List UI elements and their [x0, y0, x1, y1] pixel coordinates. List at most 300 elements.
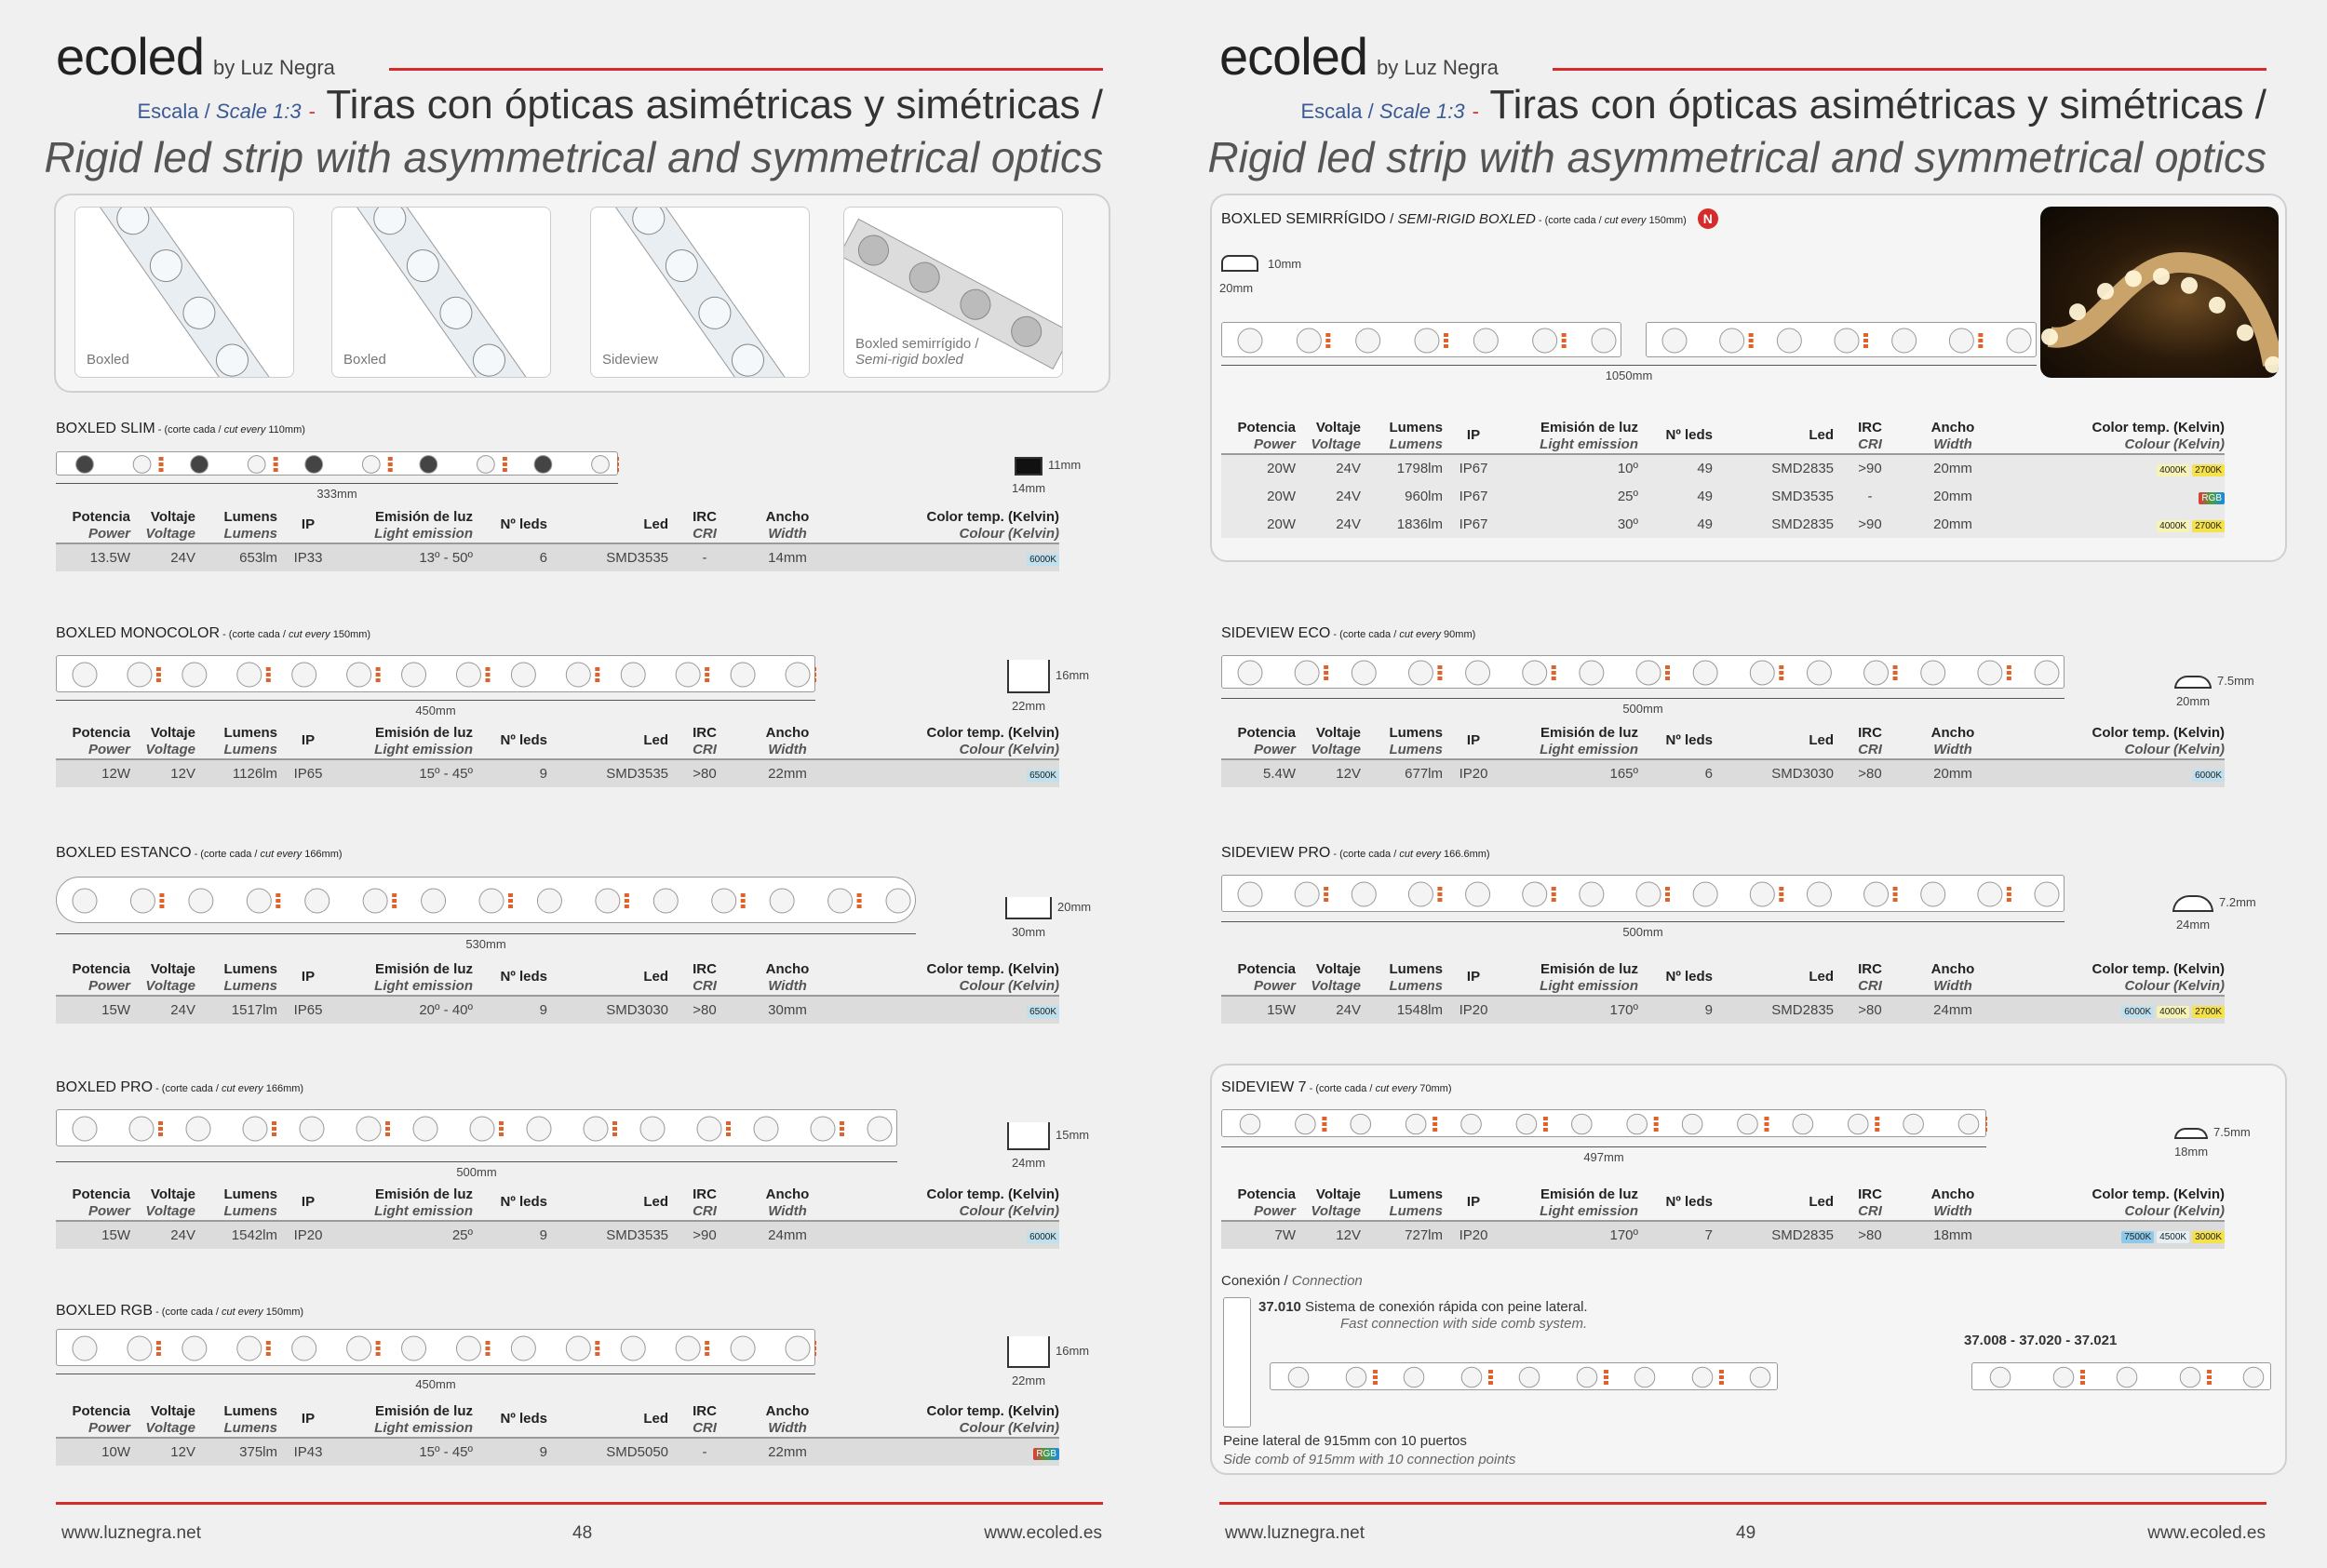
color-chip: 4000K	[2157, 520, 2189, 532]
column-header: IRC CRI	[1858, 420, 1882, 452]
column-header: IP	[301, 1410, 316, 1427]
profile-width-label: 30mm	[1011, 925, 1046, 939]
spec-table-header	[56, 506, 1059, 543]
column-header: IRC CRI	[693, 961, 717, 994]
table-cell: 49	[1638, 510, 1713, 538]
table-cell: >90	[1834, 510, 1906, 538]
table-cell: SMD3535	[547, 543, 668, 571]
length-dimension-line	[1221, 365, 2037, 366]
table-cell: >80	[1834, 759, 1906, 787]
table-cell: >90	[668, 1221, 741, 1249]
led-strip-drawing	[1646, 322, 2037, 357]
column-header: Nº leds	[500, 1193, 547, 1210]
column-header: Nº leds	[1665, 1193, 1713, 1210]
column-header: Led	[1809, 731, 1834, 748]
column-header: Nº leds	[500, 516, 547, 532]
spec-table	[1221, 958, 2225, 1024]
color-chip: 2700K	[2192, 464, 2225, 476]
table-cell: 677lm	[1361, 759, 1443, 787]
footer-url-right[interactable]: www.ecoled.es	[2147, 1523, 2266, 1543]
spec-table-row	[56, 996, 1059, 1024]
page-title-es: Escala / Scale 1:3 - Tiras con ópticas asimétricas y simétricas /	[137, 82, 1103, 127]
page-title-en: Rigid led strip with asymmetrical and symmetrical optics	[1207, 133, 2266, 181]
column-header: Lumens Lumens	[223, 1403, 277, 1436]
thumbnail-caption: Boxled	[87, 352, 129, 368]
length-dimension-line	[1221, 698, 2065, 699]
column-header: IP	[1466, 731, 1481, 748]
color-chip: 6000K	[1027, 554, 1059, 566]
column-header: Led	[643, 1410, 668, 1427]
profile-height-label: 7.2mm	[2219, 895, 2256, 909]
table-cell: 24V	[1296, 510, 1361, 538]
column-header: Voltaje Voltage	[1311, 420, 1361, 452]
length-label: 450mm	[415, 1377, 456, 1391]
table-cell: SMD2835	[1713, 454, 1834, 482]
color-temperature-cell	[1999, 996, 2225, 1024]
column-header: Nº leds	[1665, 968, 1713, 985]
product-thumbnail[interactable]	[843, 207, 1063, 378]
table-cell: 30º	[1504, 510, 1638, 538]
column-header: Lumens Lumens	[223, 509, 277, 542]
column-header: Nº leds	[500, 968, 547, 985]
profile-height-label: 7.5mm	[2213, 1125, 2251, 1139]
profile-width-label: 20mm	[2175, 694, 2211, 708]
connection-code: 37.010 Sistema de conexión rápida con peine lateral.	[1258, 1299, 1588, 1315]
color-chip: RGB	[2199, 492, 2225, 504]
footer-rule	[56, 1502, 1103, 1505]
footer-url-right[interactable]: www.ecoled.es	[984, 1523, 1102, 1543]
column-header: Voltaje Voltage	[145, 725, 195, 757]
length-dimension-line	[56, 700, 815, 701]
led-strip-drawing	[56, 1109, 897, 1146]
spec-table-row	[56, 1221, 1059, 1249]
page-number: 48	[572, 1523, 593, 1543]
table-cell: IP67	[1443, 510, 1504, 538]
product-title: SIDEVIEW PRO - (corte cada / cut every 166.6mm)	[1221, 845, 1490, 861]
profile-height-label: 7.5mm	[2217, 674, 2254, 688]
spec-table	[1221, 417, 2225, 538]
product-title: BOXLED MONOCOLOR - (corte cada / cut every 150mm)	[56, 625, 371, 641]
table-cell: 170º	[1504, 996, 1638, 1024]
table-cell: -	[668, 1438, 741, 1466]
product-title: BOXLED PRO - (corte cada / cut every 166mm)	[56, 1079, 304, 1095]
column-header: Lumens Lumens	[1389, 961, 1443, 994]
color-chip: 6000K	[2121, 1006, 2154, 1018]
table-cell: 9	[473, 1438, 547, 1466]
length-label: 530mm	[465, 937, 506, 951]
color-temperature-cell	[834, 759, 1059, 787]
table-cell: 20º - 40º	[339, 996, 473, 1024]
spec-table-header	[56, 958, 1059, 996]
length-label: 1050mm	[1605, 369, 1653, 382]
column-header: Emisión de luz Light emission	[374, 509, 473, 542]
footer-rule	[1219, 1502, 2266, 1505]
color-chip: 2700K	[2192, 1006, 2225, 1018]
color-temperature-cell	[1999, 510, 2225, 538]
color-chip: RGB	[1033, 1448, 1059, 1460]
table-cell: 24V	[1296, 454, 1361, 482]
column-header: IP	[1466, 426, 1481, 443]
thumbnail-caption: Boxled semirrígido / Semi-rigid boxled	[855, 336, 979, 368]
column-header: Emisión de luz Light emission	[374, 725, 473, 757]
table-cell: 15W	[1221, 996, 1296, 1024]
table-cell: 20W	[1221, 510, 1296, 538]
color-temperature-cell	[1999, 482, 2225, 510]
led-strip-drawing	[1270, 1362, 1778, 1390]
table-cell: 1798lm	[1361, 454, 1443, 482]
column-header: Ancho Width	[765, 509, 810, 542]
profile-cross-section	[1007, 1336, 1050, 1368]
length-label: 500mm	[1622, 702, 1663, 716]
color-chip: 7500K	[2121, 1231, 2154, 1243]
table-cell: >80	[1834, 996, 1906, 1024]
table-cell: 170º	[1504, 1221, 1638, 1249]
length-dimension-line	[56, 1161, 897, 1162]
column-header: Ancho Width	[1930, 725, 1975, 757]
table-cell: IP43	[277, 1438, 339, 1466]
table-cell: 375lm	[195, 1438, 277, 1466]
table-cell: 9	[473, 1221, 547, 1249]
column-header: Color temp. (Kelvin) Colour (Kelvin)	[926, 1403, 1059, 1436]
table-cell: IP65	[277, 759, 339, 787]
table-cell: 14mm	[741, 543, 834, 571]
profile-cross-section	[2174, 1128, 2208, 1139]
table-cell: >90	[1834, 454, 1906, 482]
product-title: BOXLED SEMIRRÍGIDO / SEMI-RIGID BOXLED - (corte cada / cut every 150mm) N	[1221, 208, 1718, 229]
table-cell: SMD3535	[1713, 482, 1834, 510]
profile-height-label: 16mm	[1056, 1344, 1090, 1358]
column-header: Led	[1809, 426, 1834, 443]
profile-cross-section	[1015, 457, 1042, 476]
column-header: Color temp. (Kelvin) Colour (Kelvin)	[926, 1186, 1059, 1219]
brand-logo: ecoled by Luz Negra	[56, 27, 335, 86]
table-cell: 20W	[1221, 482, 1296, 510]
table-cell: 22mm	[741, 759, 834, 787]
column-header: Voltaje Voltage	[145, 1186, 195, 1219]
profile-height-label: 20mm	[1057, 900, 1092, 914]
column-header: Led	[1809, 968, 1834, 985]
column-header: Color temp. (Kelvin) Colour (Kelvin)	[926, 725, 1059, 757]
product-thumbnail[interactable]	[331, 207, 551, 378]
table-cell: 6	[1638, 759, 1713, 787]
column-header: Potencia Power	[1237, 420, 1296, 452]
footer-url-left[interactable]: www.luznegra.net	[1225, 1523, 1365, 1543]
column-header: Potencia Power	[72, 1403, 130, 1436]
table-cell: 13º - 50º	[339, 543, 473, 571]
thumbnail-caption: Sideview	[602, 352, 659, 368]
spec-table	[56, 506, 1059, 571]
connection-label: Conexión / Connection	[1221, 1273, 1363, 1289]
spec-table	[56, 722, 1059, 787]
table-cell: 653lm	[195, 543, 277, 571]
column-header: Ancho Width	[1930, 420, 1975, 452]
table-cell: 25º	[339, 1221, 473, 1249]
table-cell: 20mm	[1906, 482, 1999, 510]
table-cell: >80	[668, 996, 741, 1024]
column-header: Potencia Power	[1237, 725, 1296, 757]
profile-height-label: 10mm	[1268, 257, 1302, 271]
table-cell: 15W	[56, 996, 130, 1024]
table-cell: 24V	[1296, 996, 1361, 1024]
table-cell: SMD3030	[547, 996, 668, 1024]
spec-table-header	[56, 722, 1059, 759]
new-badge: N	[1698, 208, 1718, 229]
profile-cross-section	[1005, 897, 1052, 919]
column-header: Led	[643, 731, 668, 748]
spec-table-header	[56, 1184, 1059, 1221]
column-header: Potencia Power	[72, 1186, 130, 1219]
profile-cross-section	[1007, 1122, 1050, 1150]
product-title: SIDEVIEW ECO - (corte cada / cut every 90mm)	[1221, 625, 1476, 641]
table-cell: >80	[1834, 1221, 1906, 1249]
table-cell: 30mm	[741, 996, 834, 1024]
column-header: Led	[643, 968, 668, 985]
column-header: Voltaje Voltage	[145, 509, 195, 542]
column-header: Ancho Width	[765, 725, 810, 757]
color-temperature-cell	[1999, 1221, 2225, 1249]
table-cell: 12V	[130, 1438, 195, 1466]
table-cell: 1517lm	[195, 996, 277, 1024]
column-header: IP	[301, 968, 316, 985]
profile-width-label: 20mm	[1219, 281, 1254, 295]
table-cell: 1836lm	[1361, 510, 1443, 538]
product-thumbnail[interactable]	[74, 207, 294, 378]
table-cell: IP20	[1443, 996, 1504, 1024]
table-cell: 15º - 45º	[339, 1438, 473, 1466]
footer-url-left[interactable]: www.luznegra.net	[61, 1523, 201, 1543]
profile-width-label: 22mm	[1011, 699, 1046, 713]
column-header: Lumens Lumens	[1389, 725, 1443, 757]
column-header: IRC CRI	[693, 1403, 717, 1436]
profile-width-label: 24mm	[1011, 1156, 1046, 1170]
table-cell: 24V	[130, 996, 195, 1024]
table-cell: 1126lm	[195, 759, 277, 787]
table-cell: 10W	[56, 1438, 130, 1466]
column-header: Lumens Lumens	[223, 1186, 277, 1219]
spec-table	[56, 1400, 1059, 1466]
product-photo	[2040, 207, 2279, 378]
page-title-en: Rigid led strip with asymmetrical and symmetrical optics	[44, 133, 1103, 181]
spec-table-row	[1221, 510, 2225, 538]
column-header: Voltaje Voltage	[145, 961, 195, 994]
color-chip: 6000K	[2192, 770, 2225, 782]
table-cell: 1542lm	[195, 1221, 277, 1249]
table-cell: SMD3535	[547, 759, 668, 787]
profile-cross-section	[1007, 660, 1050, 693]
table-cell: 20mm	[1906, 759, 1999, 787]
column-header: IP	[1466, 968, 1481, 985]
column-header: Nº leds	[1665, 426, 1713, 443]
column-header: Lumens Lumens	[1389, 1186, 1443, 1219]
length-label: 500mm	[1622, 925, 1663, 939]
column-header: Color temp. (Kelvin) Colour (Kelvin)	[2092, 961, 2225, 994]
spec-table-row	[56, 1438, 1059, 1466]
table-cell: 20W	[1221, 454, 1296, 482]
comb-description: Peine lateral de 915mm con 10 puertos	[1223, 1433, 1467, 1449]
table-cell: 12V	[130, 759, 195, 787]
header-rule	[389, 68, 1103, 71]
column-header: Ancho Width	[1930, 1186, 1975, 1219]
column-header: Potencia Power	[72, 509, 130, 542]
table-cell: -	[668, 543, 741, 571]
profile-height-label: 11mm	[1048, 458, 1082, 472]
spec-table	[1221, 722, 2225, 787]
product-title: BOXLED SLIM - (corte cada / cut every 110mm)	[56, 421, 305, 436]
column-header: IP	[301, 731, 316, 748]
table-cell: 49	[1638, 482, 1713, 510]
profile-width-label: 14mm	[1011, 481, 1046, 495]
table-cell: 25º	[1504, 482, 1638, 510]
spec-table-header	[1221, 417, 2225, 454]
led-strip-drawing	[1221, 1109, 1986, 1137]
spec-table-row	[1221, 759, 2225, 787]
table-cell: SMD5050	[547, 1438, 668, 1466]
column-header: IRC CRI	[693, 725, 717, 757]
profile-width-label: 22mm	[1011, 1374, 1046, 1387]
column-header: IRC CRI	[1858, 725, 1882, 757]
column-header: Emisión de luz Light emission	[1540, 961, 1638, 994]
connection-codes-right: 37.008 - 37.020 - 37.021	[1964, 1333, 2118, 1348]
column-header: Color temp. (Kelvin) Colour (Kelvin)	[926, 509, 1059, 542]
color-temperature-cell	[834, 543, 1059, 571]
column-header: Emisión de luz Light emission	[374, 1186, 473, 1219]
spec-table-row	[1221, 1221, 2225, 1249]
table-cell: IP65	[277, 996, 339, 1024]
column-header: IRC CRI	[693, 509, 717, 542]
table-cell: 15º - 45º	[339, 759, 473, 787]
table-cell: 24V	[130, 543, 195, 571]
product-title: BOXLED ESTANCO - (corte cada / cut every 166mm)	[56, 845, 343, 861]
table-cell: 9	[473, 759, 547, 787]
led-strip-drawing	[1971, 1362, 2271, 1390]
table-cell: 960lm	[1361, 482, 1443, 510]
color-temperature-cell	[834, 1221, 1059, 1249]
profile-cross-section	[1221, 255, 1258, 272]
color-chip: 4500K	[2157, 1231, 2189, 1243]
table-cell: 1548lm	[1361, 996, 1443, 1024]
connection-description-en: Fast connection with side comb system.	[1340, 1316, 1588, 1332]
column-header: Ancho Width	[765, 1186, 810, 1219]
column-header: IP	[1466, 1193, 1481, 1210]
column-header: Voltaje Voltage	[145, 1403, 195, 1436]
column-header: Potencia Power	[72, 725, 130, 757]
table-cell: 12V	[1296, 759, 1361, 787]
color-chip: 6500K	[1027, 770, 1059, 782]
table-cell: 12V	[1296, 1221, 1361, 1249]
spec-table-row	[1221, 482, 2225, 510]
page-49	[1164, 0, 2327, 1568]
length-dimension-line	[1221, 1146, 1986, 1147]
table-cell: SMD3535	[547, 1221, 668, 1249]
color-temperature-cell	[1999, 759, 2225, 787]
column-header: IP	[301, 1193, 316, 1210]
column-header: Ancho Width	[1930, 961, 1975, 994]
length-dimension-line	[56, 483, 618, 484]
page-title-es: Escala / Scale 1:3 - Tiras con ópticas asimétricas y simétricas /	[1300, 82, 2266, 127]
table-cell: >80	[668, 759, 741, 787]
color-temperature-cell	[1999, 454, 2225, 482]
column-header: Emisión de luz Light emission	[374, 1403, 473, 1436]
column-header: Voltaje Voltage	[1311, 725, 1361, 757]
column-header: Lumens Lumens	[223, 961, 277, 994]
spec-table-row	[1221, 996, 2225, 1024]
length-dimension-line	[56, 933, 916, 934]
spec-table	[56, 1184, 1059, 1249]
table-cell: IP33	[277, 543, 339, 571]
table-cell: 9	[1638, 996, 1713, 1024]
spec-table-row	[56, 543, 1059, 571]
table-cell: IP67	[1443, 482, 1504, 510]
color-temperature-cell	[834, 996, 1059, 1024]
table-cell: IP67	[1443, 454, 1504, 482]
column-header: Nº leds	[1665, 731, 1713, 748]
led-strip-drawing	[56, 877, 916, 923]
column-header: Ancho Width	[765, 961, 810, 994]
length-label: 497mm	[1583, 1150, 1624, 1164]
column-header: Color temp. (Kelvin) Colour (Kelvin)	[2092, 1186, 2225, 1219]
profile-height-label: 15mm	[1056, 1128, 1090, 1142]
table-cell: 5.4W	[1221, 759, 1296, 787]
column-header: Color temp. (Kelvin) Colour (Kelvin)	[2092, 420, 2225, 452]
spec-table	[56, 958, 1059, 1024]
table-cell: 7	[1638, 1221, 1713, 1249]
column-header: Color temp. (Kelvin) Colour (Kelvin)	[2092, 725, 2225, 757]
profile-width-label: 24mm	[2175, 918, 2211, 931]
spec-table-header	[1221, 958, 2225, 996]
table-cell: SMD2835	[1713, 996, 1834, 1024]
product-thumbnail[interactable]	[590, 207, 810, 378]
table-cell: SMD2835	[1713, 1221, 1834, 1249]
table-cell: 727lm	[1361, 1221, 1443, 1249]
table-cell: IP20	[277, 1221, 339, 1249]
spec-table-header	[1221, 722, 2225, 759]
table-cell: IP20	[1443, 1221, 1504, 1249]
column-header: IP	[301, 516, 316, 532]
column-header: Emisión de luz Light emission	[1540, 725, 1638, 757]
color-temperature-cell	[834, 1438, 1059, 1466]
column-header: Potencia Power	[72, 961, 130, 994]
length-label: 333mm	[316, 487, 357, 501]
color-chip: 4000K	[2157, 464, 2189, 476]
color-chip: 6500K	[1027, 1006, 1059, 1018]
column-header: IRC CRI	[1858, 1186, 1882, 1219]
profile-width-label: 18mm	[2173, 1145, 2209, 1159]
brand-logo: ecoled by Luz Negra	[1219, 27, 1499, 86]
table-cell: 49	[1638, 454, 1713, 482]
column-header: Led	[643, 516, 668, 532]
column-header: Nº leds	[500, 1410, 547, 1427]
color-chip: 3000K	[2192, 1231, 2225, 1243]
length-label: 500mm	[456, 1165, 497, 1179]
table-cell: SMD3030	[1713, 759, 1834, 787]
column-header: Nº leds	[500, 731, 547, 748]
table-cell: SMD2835	[1713, 510, 1834, 538]
led-strip-drawing	[1221, 655, 2065, 689]
table-cell: 13.5W	[56, 543, 130, 571]
table-cell: 10º	[1504, 454, 1638, 482]
column-header: IRC CRI	[693, 1186, 717, 1219]
header-rule	[1553, 68, 2266, 71]
table-cell: 24V	[1296, 482, 1361, 510]
led-strip-drawing	[56, 655, 815, 692]
spec-table-row	[1221, 454, 2225, 482]
comb-description-en: Side comb of 915mm with 10 connection points	[1223, 1452, 1516, 1467]
table-cell: 6	[473, 543, 547, 571]
column-header: Lumens Lumens	[1389, 420, 1443, 452]
table-cell: IP20	[1443, 759, 1504, 787]
table-cell: 22mm	[741, 1438, 834, 1466]
profile-cross-section	[2174, 676, 2212, 689]
